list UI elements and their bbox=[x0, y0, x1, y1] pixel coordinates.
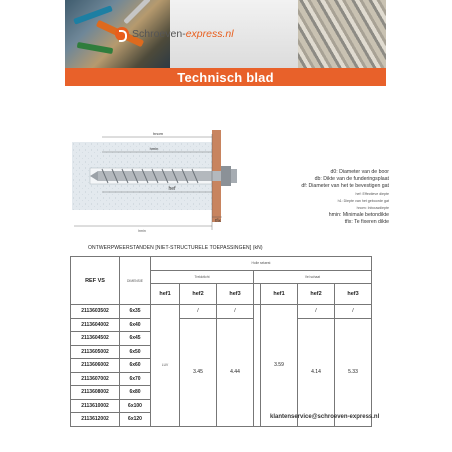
ref-cell: 2113608002 bbox=[71, 386, 120, 400]
ref-cell: 2113606002 bbox=[71, 359, 120, 373]
dim-cell: 6x35 bbox=[120, 305, 151, 319]
header-hef: hef1 bbox=[151, 284, 180, 305]
label-tfix: tfix bbox=[215, 218, 221, 223]
slash-cell: / bbox=[180, 305, 217, 319]
header-hef: hef2 bbox=[180, 284, 217, 305]
header-dimension: DIMENSIE bbox=[120, 257, 151, 305]
slash-cell: / bbox=[217, 305, 254, 319]
brand-logo bbox=[115, 27, 234, 41]
legend-item: db: Dikte van de funderingsplaat bbox=[314, 176, 389, 183]
value-cell: 3.59 bbox=[261, 305, 298, 427]
header-hef: hef3 bbox=[217, 284, 254, 305]
value-cell: 3.45 bbox=[180, 318, 217, 426]
value-row-label: LUV bbox=[151, 305, 180, 427]
legend-item: h1: Diepte van het geboorde gat bbox=[337, 198, 389, 203]
title-banner bbox=[65, 68, 386, 86]
value-cell: 4.14 bbox=[298, 318, 335, 426]
dim-cell: 6x60 bbox=[120, 359, 151, 373]
dim-cell: 6x80 bbox=[120, 386, 151, 400]
diagram-legend bbox=[269, 169, 389, 227]
header-hef: hef1 bbox=[261, 284, 298, 305]
legend-item: hef: Effectieve diepte bbox=[355, 191, 389, 196]
label-h1: hmin bbox=[149, 146, 159, 151]
anchor-installation-diagram bbox=[72, 130, 252, 235]
header-hef: hef2 bbox=[298, 284, 335, 305]
header-group-a: Trekkrlicht bbox=[151, 270, 254, 284]
dim-cell: 6x45 bbox=[120, 332, 151, 346]
legend-item: tfix: Te fixeren dikte bbox=[344, 219, 389, 226]
legend-item: hnom: Inbouwdiepte bbox=[356, 206, 389, 211]
header-group-main: Holle selaest bbox=[151, 257, 372, 271]
label-hef: hef bbox=[168, 186, 176, 192]
dim-cell: 6x50 bbox=[120, 345, 151, 359]
slash-cell: / bbox=[335, 305, 372, 319]
header-hef: hef3 bbox=[335, 284, 372, 305]
ref-cell: 2113604002 bbox=[71, 318, 120, 332]
value-cell: 4.44 bbox=[217, 318, 254, 426]
screws-photo bbox=[298, 0, 386, 68]
ref-cell: 2113605002 bbox=[71, 345, 120, 359]
label-hnom: hnom bbox=[152, 131, 164, 136]
header-ref: REF VS bbox=[71, 257, 120, 305]
page-title: Technisch blad bbox=[177, 69, 274, 85]
header-group-b: Vel schaat bbox=[254, 270, 372, 284]
legend-item: hmin: Minimale betondikte bbox=[328, 212, 389, 219]
screw-head bbox=[221, 166, 231, 186]
dim-cell: 6x40 bbox=[120, 318, 151, 332]
slash-cell: / bbox=[298, 305, 335, 319]
label-bottom: hmin bbox=[138, 229, 146, 233]
ref-cell: 2113612002 bbox=[71, 413, 120, 427]
ref-cell: 2113610002 bbox=[71, 399, 120, 413]
ref-cell: 2113607002 bbox=[71, 372, 120, 386]
legend-item: df: Diameter van het te bevestigen gat bbox=[301, 183, 389, 190]
screw-shank bbox=[98, 171, 226, 181]
table-row bbox=[71, 318, 372, 332]
dim-cell: 6x100 bbox=[120, 399, 151, 413]
logo-mark-icon bbox=[115, 27, 129, 41]
table-title: ONTWERPWEERSTANDEN [NIET-STRUCTURELE TOEPASSINGEN] (kN) bbox=[88, 245, 263, 251]
design-resistance-table bbox=[70, 256, 372, 427]
dim-cell: 6x70 bbox=[120, 372, 151, 386]
ref-cell: 2113603502 bbox=[71, 305, 120, 319]
table-row bbox=[71, 305, 372, 319]
ref-cell: 2113604502 bbox=[71, 332, 120, 346]
dim-cell: 6x120 bbox=[120, 413, 151, 427]
logo-text-main: Schroeven- bbox=[132, 28, 186, 40]
logo-text-accent: express.nl bbox=[185, 28, 234, 40]
footer-email: klantenservice@schroeven-express.nl bbox=[270, 414, 380, 420]
value-cell: 5.33 bbox=[335, 318, 372, 426]
legend-item: d0: Diameter van de boor bbox=[330, 169, 389, 175]
